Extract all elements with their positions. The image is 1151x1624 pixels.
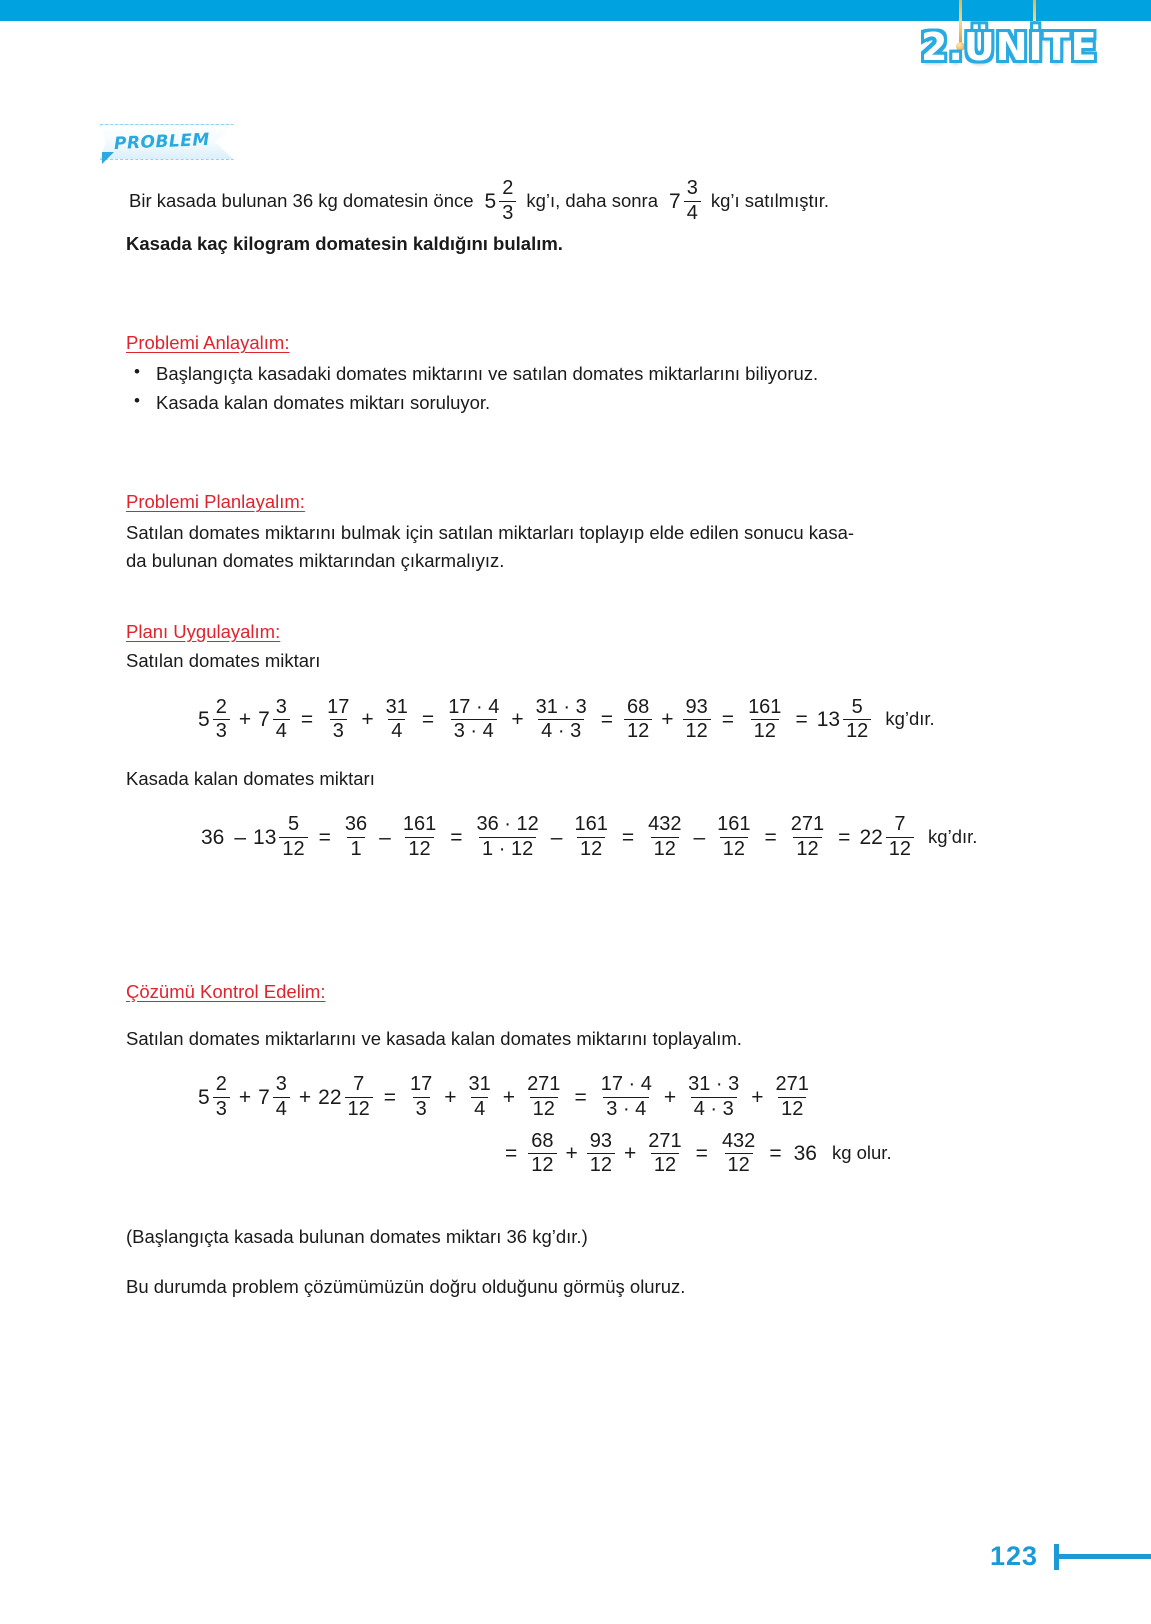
spacer-4 [126, 675, 994, 697]
eq-rem-term-7 [645, 814, 684, 860]
eq-rem-equals-1: = [318, 826, 331, 850]
eq-rem-term-5 [474, 814, 542, 860]
eq-rem-t4-den: 12 [405, 837, 433, 861]
eq-sold-t8-num: 93 [685, 695, 708, 718]
eq-sold-term-3 [324, 697, 352, 743]
page-footer [990, 1541, 1151, 1572]
eq-sold-t2-num: 3 [275, 695, 287, 718]
eq-sold-t9-num: 161 [748, 695, 782, 718]
eq-sold-equals-3: = [600, 708, 614, 732]
eq-rem-t2-whole: 13 [253, 826, 277, 850]
eq-chk1-equals-1: = [383, 1086, 397, 1109]
eq-rem-t6-num: 161 [574, 813, 608, 836]
plan-text-line-2: da bulunan domates miktarından çıkarmalıyız. [126, 550, 505, 572]
eq-rem-term-6 [571, 814, 610, 860]
heading-understand: Problemi Anlayalım: [126, 331, 290, 353]
plan-text-line-1: Satılan domates miktarını bulmak için satılan miktarları toplayıp elde edilen sonucu kasa- [126, 522, 855, 544]
eq-chk1-term-8 [685, 1074, 742, 1120]
eq-rem-equals-3: = [621, 826, 635, 850]
eq-chk1-t2-frac [273, 1074, 290, 1120]
eq-chk2-equals-1: = [505, 1142, 518, 1166]
eq-chk1-t2-num: 3 [275, 1073, 287, 1096]
eq-sold-term-4 [383, 697, 411, 743]
eq-sold-t1-num: 2 [215, 695, 227, 718]
eq-sold-t2-whole: 7 [258, 708, 270, 732]
eq-sold-t1-whole: 5 [198, 708, 210, 732]
eq-chk1-term-3 [318, 1074, 375, 1120]
eq-rem-t3-den: 1 [347, 837, 364, 861]
eq-rem-equals-4: = [764, 826, 777, 850]
eq-rem-equals-2: = [450, 826, 463, 850]
fraction-1-whole: 5 [484, 189, 497, 213]
eq-rem-term-3 [342, 814, 370, 860]
fraction-2-whole: 7 [669, 189, 681, 213]
heading-plan: Problemi Planlayalım: [126, 491, 305, 513]
eq-chk1-t8-den: 4 · 3 [691, 1097, 737, 1121]
eq-rem-t5-den: 1 · 12 [479, 837, 536, 861]
eq-chk2-equals-2: = [695, 1142, 708, 1166]
eq-chk1-op-2: + [298, 1086, 312, 1109]
eq-chk1-term-9 [773, 1074, 812, 1120]
eq-chk2-t4-num: 432 [721, 1129, 756, 1152]
eq-sold-t1-frac [213, 697, 230, 743]
spacer-1 [126, 258, 994, 332]
eq-chk1-op-4: + [502, 1086, 516, 1109]
eq-rem-t2-num: 5 [287, 813, 300, 836]
eq-sold-t10-den: 12 [843, 719, 871, 743]
eq-chk2-term-4 [719, 1131, 758, 1177]
eq-sold-op-1: + [238, 708, 252, 732]
spacer-5 [126, 743, 994, 765]
equation-sold [126, 697, 994, 743]
eq-sold-t7-den: 12 [624, 719, 652, 743]
eq-rem-term-10 [859, 814, 916, 860]
eq-rem-t7-den: 12 [651, 837, 679, 861]
eq-sold-t4-num: 31 [385, 695, 408, 718]
statement-text-2: kg’ı, daha sonra [526, 189, 659, 211]
eq-chk1-t3-frac [345, 1074, 373, 1120]
eq-sold-t8-den: 12 [683, 719, 711, 743]
eq-sold-t4-den: 4 [388, 719, 405, 743]
eq-sold-t3-den: 3 [330, 719, 347, 743]
eq-rem-op-4: – [693, 826, 706, 850]
unit-badge-label: 2.ÜNİTE [921, 25, 1098, 69]
eq-sold-t5-num: 17 · 4 [448, 695, 500, 718]
eq-chk1-t2-den: 4 [273, 1097, 290, 1121]
problem-fraction-1 [485, 178, 519, 224]
eq-sold-op-2: + [361, 708, 374, 732]
eq-sold-t2-frac [273, 697, 290, 743]
eq-sold-unit: kg’dır. [885, 708, 935, 730]
eq-sold-t3-num: 17 [327, 695, 350, 718]
eq-chk1-t3-num: 7 [353, 1073, 365, 1096]
eq-rem-term-9 [788, 814, 827, 860]
equation-check-line-1 [126, 1074, 994, 1120]
spacer-12 [126, 1177, 994, 1223]
eq-sold-term-7 [624, 697, 652, 743]
heading-apply: Planı Uygulayalım: [126, 620, 281, 642]
equation-check-line-2 [126, 1131, 994, 1177]
eq-sold-t10-whole: 13 [816, 708, 841, 732]
eq-chk2-t2-num: 93 [589, 1129, 613, 1152]
spacer-13 [126, 1251, 994, 1273]
eq-chk1-t4-num: 17 [410, 1073, 433, 1096]
check-note: (Başlangıçta kasada bulunan domates miktarı 36 kg’dır.) [126, 1225, 588, 1247]
eq-sold-term-8 [683, 697, 711, 743]
fraction-2-denominator: 4 [684, 201, 701, 225]
spacer-9 [126, 1003, 994, 1025]
heading-check: Çözümü Kontrol Edelim: [126, 980, 326, 1002]
fraction-2-numerator: 3 [686, 177, 698, 199]
eq-sold-t7-num: 68 [627, 695, 650, 718]
spacer-6 [126, 792, 994, 814]
eq-chk2-op-2: + [624, 1142, 637, 1166]
eq-sold-op-3: + [511, 708, 524, 732]
eq-chk1-t3-whole: 22 [318, 1086, 342, 1109]
spacer-8 [126, 935, 994, 981]
footer-bar-line [1059, 1554, 1151, 1559]
eq-sold-equals-1: = [300, 708, 314, 732]
eq-rem-t5-num: 36 · 12 [476, 813, 539, 836]
understand-bullet-list [126, 360, 994, 417]
unit-badge [921, 0, 1098, 100]
eq-rem-t9-den: 12 [793, 837, 821, 861]
eq-sold-t6-num: 31 · 3 [535, 695, 587, 718]
eq-chk1-t9-den: 12 [778, 1097, 806, 1121]
check-conclusion: Bu durumda problem çözümümüzün doğru olduğunu görmüş oluruz. [126, 1275, 686, 1297]
problem-fraction-2 [669, 178, 703, 224]
eq-chk1-t8-num: 31 · 3 [688, 1073, 740, 1096]
eq-chk1-t1-den: 3 [213, 1097, 230, 1121]
eq-chk2-term-3 [645, 1131, 684, 1177]
eq-chk1-t5-num: 31 [468, 1073, 491, 1096]
eq-chk1-term-7 [598, 1074, 655, 1120]
eq-chk1-term-6 [524, 1074, 563, 1120]
eq-chk2-term-5: 36 [793, 1142, 817, 1166]
eq-rem-op-1: – [234, 826, 247, 850]
eq-rem-term-8 [714, 814, 753, 860]
eq-rem-op-3: – [550, 826, 563, 850]
eq-chk2-t3-num: 271 [648, 1129, 682, 1152]
eq-chk1-t1-frac [213, 1074, 230, 1120]
fraction-2 [684, 178, 701, 224]
eq-chk1-term-5 [466, 1074, 494, 1120]
eq-chk2-term-2 [587, 1131, 615, 1177]
eq-rem-t3-num: 36 [344, 813, 368, 836]
eq-chk1-term-2 [258, 1074, 292, 1120]
eq-sold-term-2 [258, 697, 292, 743]
eq-rem-t9-num: 271 [790, 813, 825, 836]
eq-sold-term-5 [445, 697, 502, 743]
eq-rem-t8-den: 12 [720, 837, 748, 861]
eq-sold-t5-den: 3 · 4 [451, 719, 497, 743]
label-sold-amount: Satılan domates miktarı [126, 649, 321, 671]
eq-chk2-t1-num: 68 [531, 1129, 554, 1152]
eq-chk1-t3-den: 12 [345, 1097, 373, 1121]
eq-rem-t2-frac [279, 814, 307, 860]
spacer-7 [126, 861, 994, 935]
ribbon-label: PROBLEM [113, 129, 211, 155]
eq-chk1-t6-num: 271 [527, 1073, 561, 1096]
problem-statement [126, 178, 994, 224]
eq-chk1-op-1: + [238, 1086, 252, 1109]
eq-chk2-t3-den: 12 [651, 1153, 679, 1177]
eq-sold-term-6 [533, 697, 590, 743]
eq-rem-t10-whole: 22 [859, 826, 883, 850]
eq-chk1-t6-den: 12 [530, 1097, 558, 1121]
spacer-3 [126, 575, 994, 621]
eq-rem-t6-den: 12 [577, 837, 605, 861]
eq-chk1-term-1 [198, 1074, 232, 1120]
eq-rem-unit: kg’dır. [928, 826, 978, 848]
eq-chk1-t9-num: 271 [775, 1073, 809, 1096]
problem-question: Kasada kaç kilogram domatesin kaldığını bulalım. [126, 233, 563, 255]
eq-sold-equals-5: = [795, 708, 808, 732]
eq-chk2-t1-den: 12 [528, 1153, 556, 1177]
eq-chk1-op-5: + [663, 1086, 677, 1109]
list-item: • Kasada kalan domates miktarı soruluyor. [126, 389, 994, 418]
page-content [126, 178, 994, 1300]
problem-ribbon [100, 122, 238, 162]
eq-chk2-equals-3: = [769, 1142, 782, 1166]
eq-chk1-term-4 [407, 1074, 435, 1120]
eq-rem-t4-num: 161 [402, 813, 437, 836]
fraction-1-denominator: 3 [499, 201, 516, 225]
eq-chk1-t7-den: 3 · 4 [603, 1097, 649, 1121]
spacer-10 [126, 1052, 994, 1074]
statement-text-1: Bir kasada bulunan 36 kg domatesin önce [129, 189, 474, 211]
eq-chk2-t4-den: 12 [725, 1153, 753, 1177]
eq-rem-t10-frac [886, 814, 914, 860]
eq-sold-t10-num: 5 [851, 695, 863, 718]
eq-rem-t10-den: 12 [886, 837, 914, 861]
eq-sold-t1-den: 3 [213, 719, 230, 743]
eq-sold-t9-den: 12 [751, 719, 779, 743]
eq-sold-term-10 [817, 697, 874, 743]
eq-sold-t2-den: 4 [273, 719, 290, 743]
fraction-1 [499, 178, 516, 224]
eq-chk1-equals-2: = [574, 1086, 587, 1109]
equation-remaining [126, 814, 994, 860]
eq-sold-t6-den: 4 · 3 [538, 719, 584, 743]
eq-rem-op-2: – [379, 826, 391, 850]
eq-sold-equals-4: = [721, 708, 735, 732]
eq-rem-term-4 [400, 814, 439, 860]
check-intro-text: Satılan domates miktarlarını ve kasada kalan domates miktarını toplayalım. [126, 1027, 742, 1049]
eq-rem-term-1: 36 [201, 826, 225, 850]
spacer-2 [126, 417, 994, 491]
eq-chk1-t1-whole: 5 [198, 1086, 210, 1109]
eq-sold-equals-2: = [421, 708, 435, 732]
eq-sold-term-9 [745, 697, 784, 743]
eq-chk2-term-1 [528, 1131, 556, 1177]
eq-sold-term-1 [198, 697, 232, 743]
statement-text-3: kg’ı satılmıştır. [710, 189, 830, 211]
eq-rem-equals-5: = [838, 826, 851, 850]
eq-chk2-unit: kg olur. [831, 1142, 892, 1164]
eq-rem-term-2 [253, 814, 310, 860]
spacer-11 [126, 1121, 994, 1131]
label-remaining-amount: Kasada kalan domates miktarı [126, 767, 375, 789]
eq-rem-t10-num: 7 [894, 813, 906, 836]
eq-chk1-op-3: + [444, 1086, 457, 1109]
eq-chk1-t7-num: 17 · 4 [600, 1073, 652, 1096]
list-item: • Başlangıçta kasadaki domates miktarını ve satılan domates miktarlarını biliyoruz. [126, 360, 994, 389]
eq-rem-t2-den: 12 [279, 837, 307, 861]
eq-rem-t7-num: 432 [648, 813, 682, 836]
page-number: 123 [989, 1541, 1038, 1571]
eq-chk1-t4-den: 3 [413, 1097, 430, 1121]
eq-chk1-t5-den: 4 [471, 1097, 488, 1121]
eq-chk2-op-1: + [565, 1142, 578, 1166]
fraction-1-numerator: 2 [502, 177, 514, 199]
eq-sold-t10-frac [843, 697, 871, 743]
eq-chk1-op-6: + [751, 1086, 764, 1109]
eq-sold-op-4: + [661, 708, 674, 732]
eq-chk1-t2-whole: 7 [258, 1086, 270, 1109]
eq-chk1-t1-num: 2 [215, 1073, 227, 1096]
eq-chk2-t2-den: 12 [587, 1153, 615, 1177]
eq-rem-t8-num: 161 [717, 813, 751, 836]
